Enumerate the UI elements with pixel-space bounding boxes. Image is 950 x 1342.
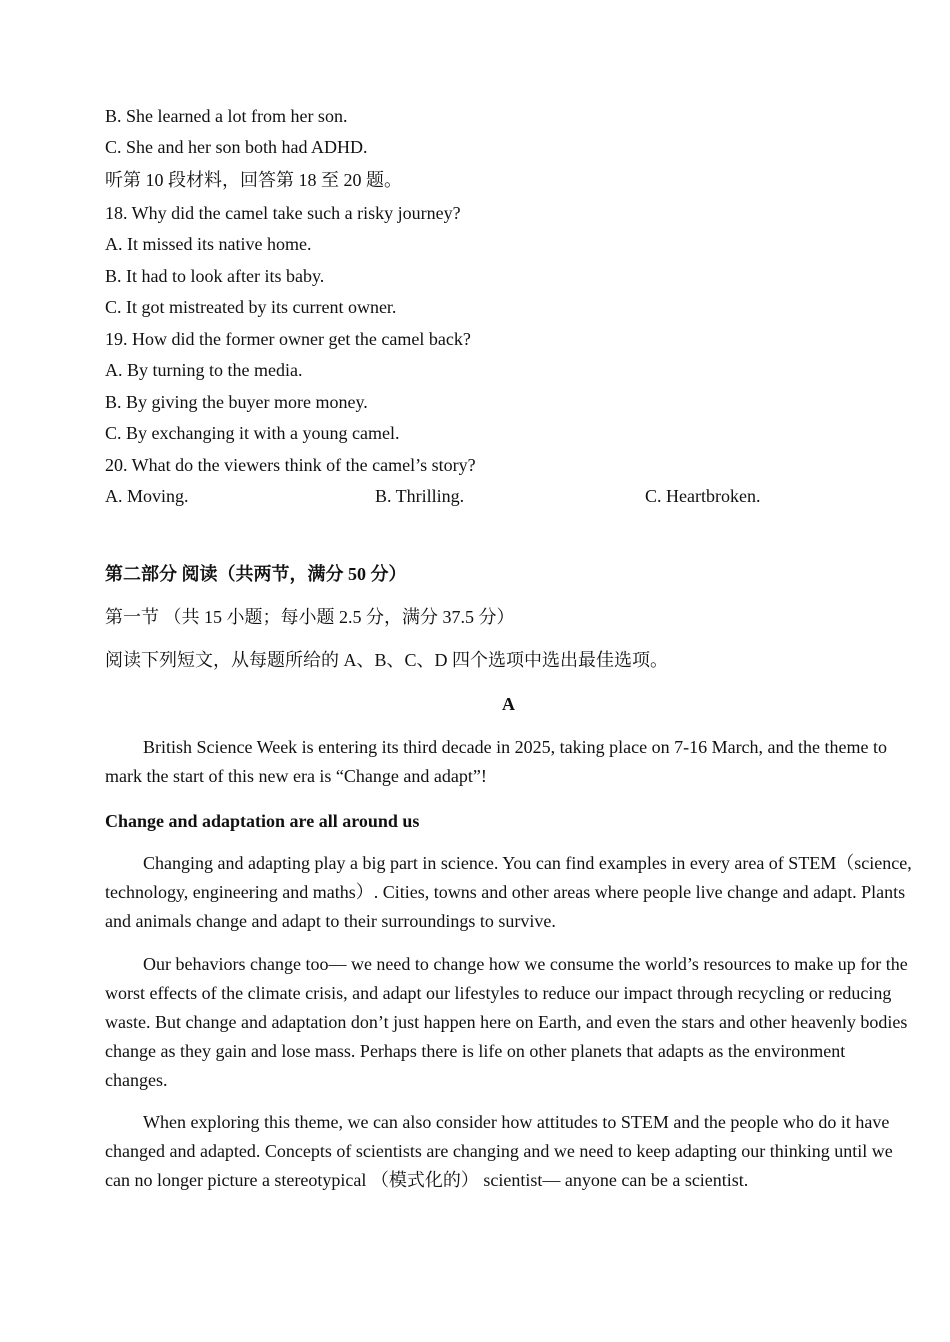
option-line: B. She learned a lot from her son. <box>105 106 348 126</box>
q20-option-b: B. Thrilling. <box>375 486 465 506</box>
passage-paragraph-3: When exploring this theme, we can also consider how attitudes to STEM and the people who do it have changed and adapted. Concepts of scientists are changing and we need to keep adapting our thinking until we can no longer picture a stereotypical （模式化的） scientist— anyone can be a scientist. <box>105 1112 893 1190</box>
section-instruction: 听第 10 段材料，回答第 18 至 20 题。 <box>105 170 402 190</box>
q20-option-c: C. Heartbroken. <box>645 486 761 506</box>
option-line: B. By giving the buyer more money. <box>105 392 368 412</box>
question-19: 19. How did the former owner get the camel back? <box>105 329 471 349</box>
part-title: 第二部分 阅读（共两节，满分 50 分） <box>105 564 407 584</box>
section-title: 第一节 （共 15 小题；每小题 2.5 分，满分 37.5 分） <box>105 607 515 627</box>
reading-instruction: 阅读下列短文，从每题所给的 A、B、C、D 四个选项中选出最佳选项。 <box>105 650 669 670</box>
question-18: 18. Why did the camel take such a risky journey? <box>105 203 461 223</box>
option-line: C. By exchanging it with a young camel. <box>105 423 400 443</box>
q20-option-a: A. Moving. <box>105 486 189 506</box>
option-line: A. It missed its native home. <box>105 234 312 254</box>
passage-paragraph-1: Changing and adapting play a big part in science. You can find examples in every area of STEM（science, technology, engineering and maths）. Cities, towns and other areas where people live change and adapt. Plants and animals change and adapt to their surroundings to survive. <box>105 853 912 931</box>
passage-letter: A <box>502 694 515 714</box>
option-line: B. It had to look after its baby. <box>105 266 325 286</box>
passage-intro: British Science Week is entering its third decade in 2025, taking place on 7-16 March, and the theme to mark the start of this new era is “Change and adapt”! <box>105 737 888 786</box>
option-line: C. She and her son both had ADHD. <box>105 137 368 157</box>
option-line: C. It got mistreated by its current owner. <box>105 297 397 317</box>
option-line: A. By turning to the media. <box>105 360 303 380</box>
question-20: 20. What do the viewers think of the camel’s story? <box>105 455 476 475</box>
passage-subheading: Change and adaptation are all around us <box>105 811 420 831</box>
passage-paragraph-2: Our behaviors change too— we need to change how we consume the world’s resources to make up for the worst effects of the climate crisis, and adapt our lifestyles to reduce our impact through recycling or reducing waste. But change and adaptation don’t just happen here on Earth, and even the stars and other heavenly bodies change as they gain and lose mass. Perhaps there is life on other planets that adapts as the environment changes. <box>105 954 908 1090</box>
